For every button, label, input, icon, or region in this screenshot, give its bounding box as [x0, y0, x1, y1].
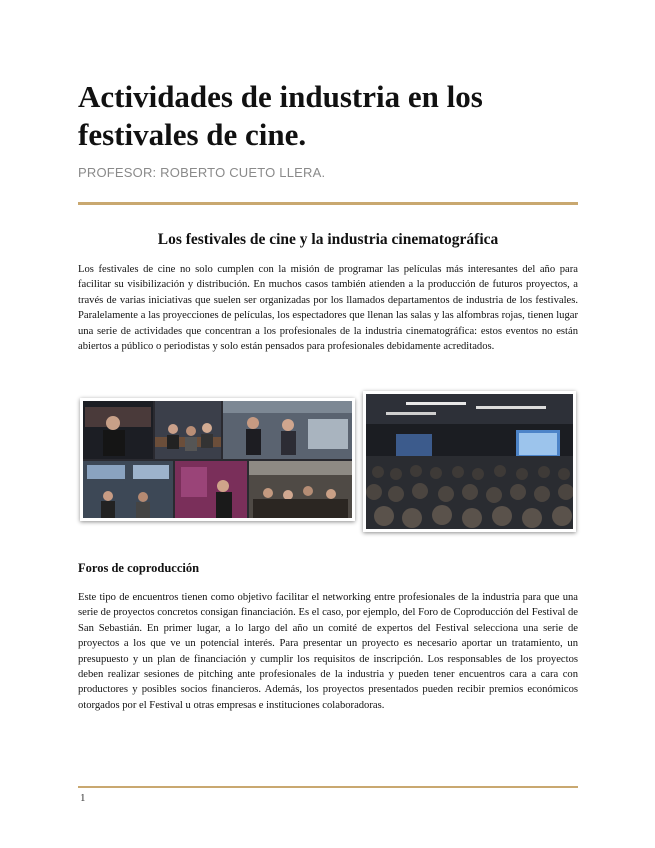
- page-number: 1: [80, 792, 86, 804]
- paragraph-foros: Este tipo de encuentros tienen como objetivo facilitar el networking entre profesionales de la industria para que una serie de proyectos concretos consigan financiación. Es el caso, por ejemplo, del Foro de Coproducción del Festival de San Sebastián. En primer lugar, a lo largo del año un comité de expertos del Festival selecciona una serie de proyectos a los que ve un potencial interés. Para presentar un proyecto es necesario aportar un tratamiento, un presupuesto y un plan de financiación y cumplir los requisitos de inscripción. Los responsables de los proyectos deben realizar sesiones de pitching ante profesionales de la industria y pueden tener encuentros cara a cara con productores y posibles socios financieros. Además, los proyectos presentados pueden recibir premios económicos otorgados por el Festival u otras empresas e instituciones colaboradoras.: [78, 592, 578, 711]
- paragraph-intro: Los festivales de cine no solo cumplen con la misión de programar las películas más interesantes del año para facilitar su visibilización y distribución. En muchos casos también atienden a la producción de futuros proyectos, a través de varias iniciativas que suelen ser organizadas por los llamados departamentos de industria de los festivales. Paralelamente a las proyecciones de películas, los espectadores que llenan las salas y las alfombras rojas, tienen lugar una serie de actividades que concentran a los profesionales de la industria cinematográfica: estos eventos no están abiertos a público o periodistas y solo están pensados para profesionales debidamente acreditados.: [78, 264, 578, 353]
- collage-image: [83, 401, 352, 518]
- section-heading-foros: Foros de coproducción: [78, 561, 200, 575]
- header-divider: [78, 202, 578, 205]
- audience-image: [366, 394, 573, 529]
- photo-audience-session: [363, 391, 576, 532]
- document-title: Actividades de industria en los festivales de cine.: [78, 79, 483, 152]
- footer-divider: [78, 786, 578, 788]
- section-heading-festivales: Los festivales de cine y la industria cinematográfica: [157, 231, 499, 248]
- author-line: PROFESOR: ROBERTO CUETO LLERA.: [78, 165, 326, 180]
- photo-collage-panels: [80, 398, 355, 521]
